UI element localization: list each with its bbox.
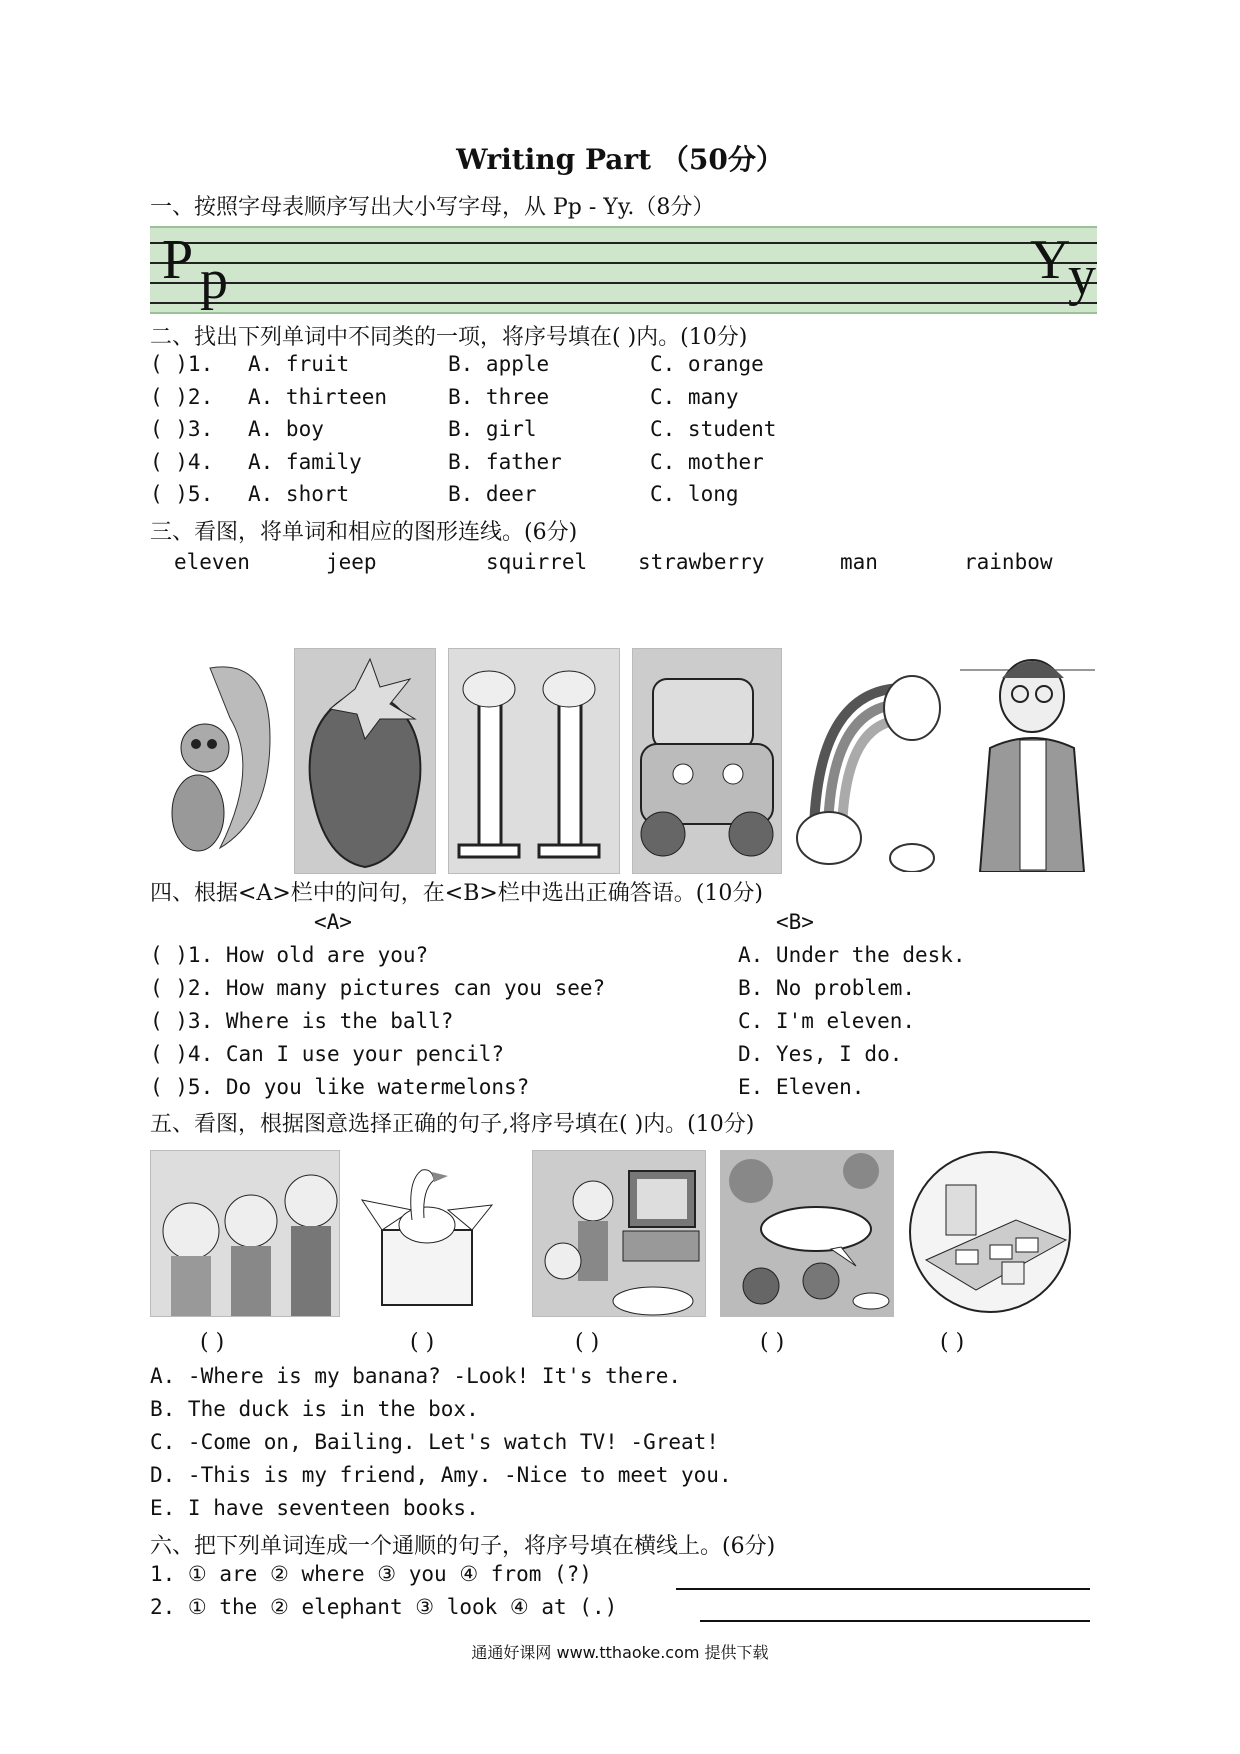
s4-answer: E. Eleven. [738, 1075, 865, 1099]
s5-sentence: D. -This is my friend, Amy. -Nice to meet you. [150, 1463, 732, 1487]
strawberry-picture[interactable] [294, 648, 436, 874]
rainbow-picture[interactable] [794, 648, 944, 872]
word-man[interactable]: man [840, 550, 878, 574]
s4-question[interactable]: ( )5. Do you like watermelons? [150, 1075, 530, 1099]
s2-option-a: A. boy [248, 417, 324, 441]
scene-friends-picture[interactable] [150, 1150, 340, 1317]
s4-question[interactable]: ( )1. How old are you? [150, 943, 429, 967]
s2-option-a: A. fruit [248, 352, 350, 376]
s2-row-num[interactable]: ( )5. [150, 482, 214, 506]
word-rainbow[interactable]: rainbow [964, 550, 1053, 574]
s4-answer: A. Under the desk. [738, 943, 966, 967]
word-squirrel[interactable]: squirrel [486, 550, 588, 574]
s2-option-b: B. three [448, 385, 550, 409]
s2-option-b: B. girl [448, 417, 537, 441]
s4-answer: B. No problem. [738, 976, 916, 1000]
s4-question[interactable]: ( )4. Can I use your pencil? [150, 1042, 505, 1066]
scene-duck-box-picture[interactable] [352, 1150, 498, 1315]
handwriting-band[interactable] [150, 226, 1097, 314]
section-1-heading: 一、按照字母表顺序写出大小写字母，从 Pp - Yy.（8分） [150, 195, 715, 220]
section-6-heading: 六、把下列单词连成一个通顺的句子，将序号填在横线上。(6分) [150, 1534, 776, 1559]
s5-answer-blank[interactable]: ( ) [940, 1330, 965, 1355]
section-2-heading: 二、找出下列单词中不同类的一项，将序号填在( )内。(10分) [150, 325, 748, 350]
letter-P-upper: P [162, 229, 194, 291]
s2-row-num[interactable]: ( )2. [150, 385, 214, 409]
section-3-heading: 三、看图，将单词和相应的图形连线。(6分) [150, 520, 578, 545]
s6-item: 2. ① the ② elephant ③ look ④ at (.) [150, 1595, 618, 1619]
letter-p-lower: p [200, 249, 228, 311]
word-strawberry[interactable]: strawberry [638, 550, 765, 574]
s2-option-a: A. short [248, 482, 350, 506]
s4-answer: D. Yes, I do. [738, 1042, 903, 1066]
word-jeep[interactable]: jeep [326, 550, 377, 574]
scene-banana-picture[interactable] [720, 1150, 894, 1317]
letter-Y-upper: Y [1030, 229, 1071, 291]
s5-answer-blank[interactable]: ( ) [760, 1330, 785, 1355]
footer-source: 通通好课网 www.tthaoke.com 提供下载 [471, 1643, 769, 1662]
s5-sentence: C. -Come on, Bailing. Let's watch TV! -Great! [150, 1430, 719, 1454]
jeep-picture[interactable] [632, 648, 782, 874]
section-4-heading: 四、根据<A>栏中的问句，在<B>栏中选出正确答语。(10分) [150, 881, 763, 906]
s2-option-b: B. deer [448, 482, 537, 506]
page-title: Writing Part （50分） [456, 143, 784, 176]
s2-option-c: C. orange [650, 352, 764, 376]
s2-option-c: C. many [650, 385, 739, 409]
s2-option-b: B. father [448, 450, 562, 474]
s5-sentence: A. -Where is my banana? -Look! It's there. [150, 1364, 682, 1388]
eleven-picture[interactable] [448, 648, 620, 874]
s5-sentence: E. I have seventeen books. [150, 1496, 479, 1520]
word-eleven[interactable]: eleven [174, 550, 250, 574]
s4-question[interactable]: ( )2. How many pictures can you see? [150, 976, 606, 1000]
s2-option-b: B. apple [448, 352, 550, 376]
column-a-label: <A> [314, 910, 352, 934]
s6-answer-line[interactable] [676, 1588, 1090, 1590]
s2-row-num[interactable]: ( )3. [150, 417, 214, 441]
letter-y-lower: y [1068, 245, 1096, 307]
s6-answer-line[interactable] [700, 1620, 1090, 1622]
s4-answer: C. I'm eleven. [738, 1009, 916, 1033]
s5-answer-blank[interactable]: ( ) [410, 1330, 435, 1355]
s5-answer-blank[interactable]: ( ) [575, 1330, 600, 1355]
s2-option-a: A. family [248, 450, 362, 474]
s4-question[interactable]: ( )3. Where is the ball? [150, 1009, 454, 1033]
squirrel-picture[interactable] [150, 648, 280, 872]
s5-answer-blank[interactable]: ( ) [200, 1330, 225, 1355]
section-5-heading: 五、看图，根据图意选择正确的句子,将序号填在( )内。(10分) [150, 1112, 755, 1137]
column-b-label: <B> [776, 910, 814, 934]
s2-option-a: A. thirteen [248, 385, 388, 409]
s5-sentence: B. The duck is in the box. [150, 1397, 479, 1421]
s2-option-c: C. student [650, 417, 777, 441]
scene-watch-tv-picture[interactable] [532, 1150, 706, 1317]
s2-row-num[interactable]: ( )4. [150, 450, 214, 474]
s2-row-num[interactable]: ( )1. [150, 352, 214, 376]
s2-option-c: C. long [650, 482, 739, 506]
man-picture[interactable] [960, 648, 1095, 872]
scene-books-picture[interactable] [906, 1150, 1074, 1315]
s2-option-c: C. mother [650, 450, 764, 474]
s6-item: 1. ① are ② where ③ you ④ from (?) [150, 1562, 592, 1586]
